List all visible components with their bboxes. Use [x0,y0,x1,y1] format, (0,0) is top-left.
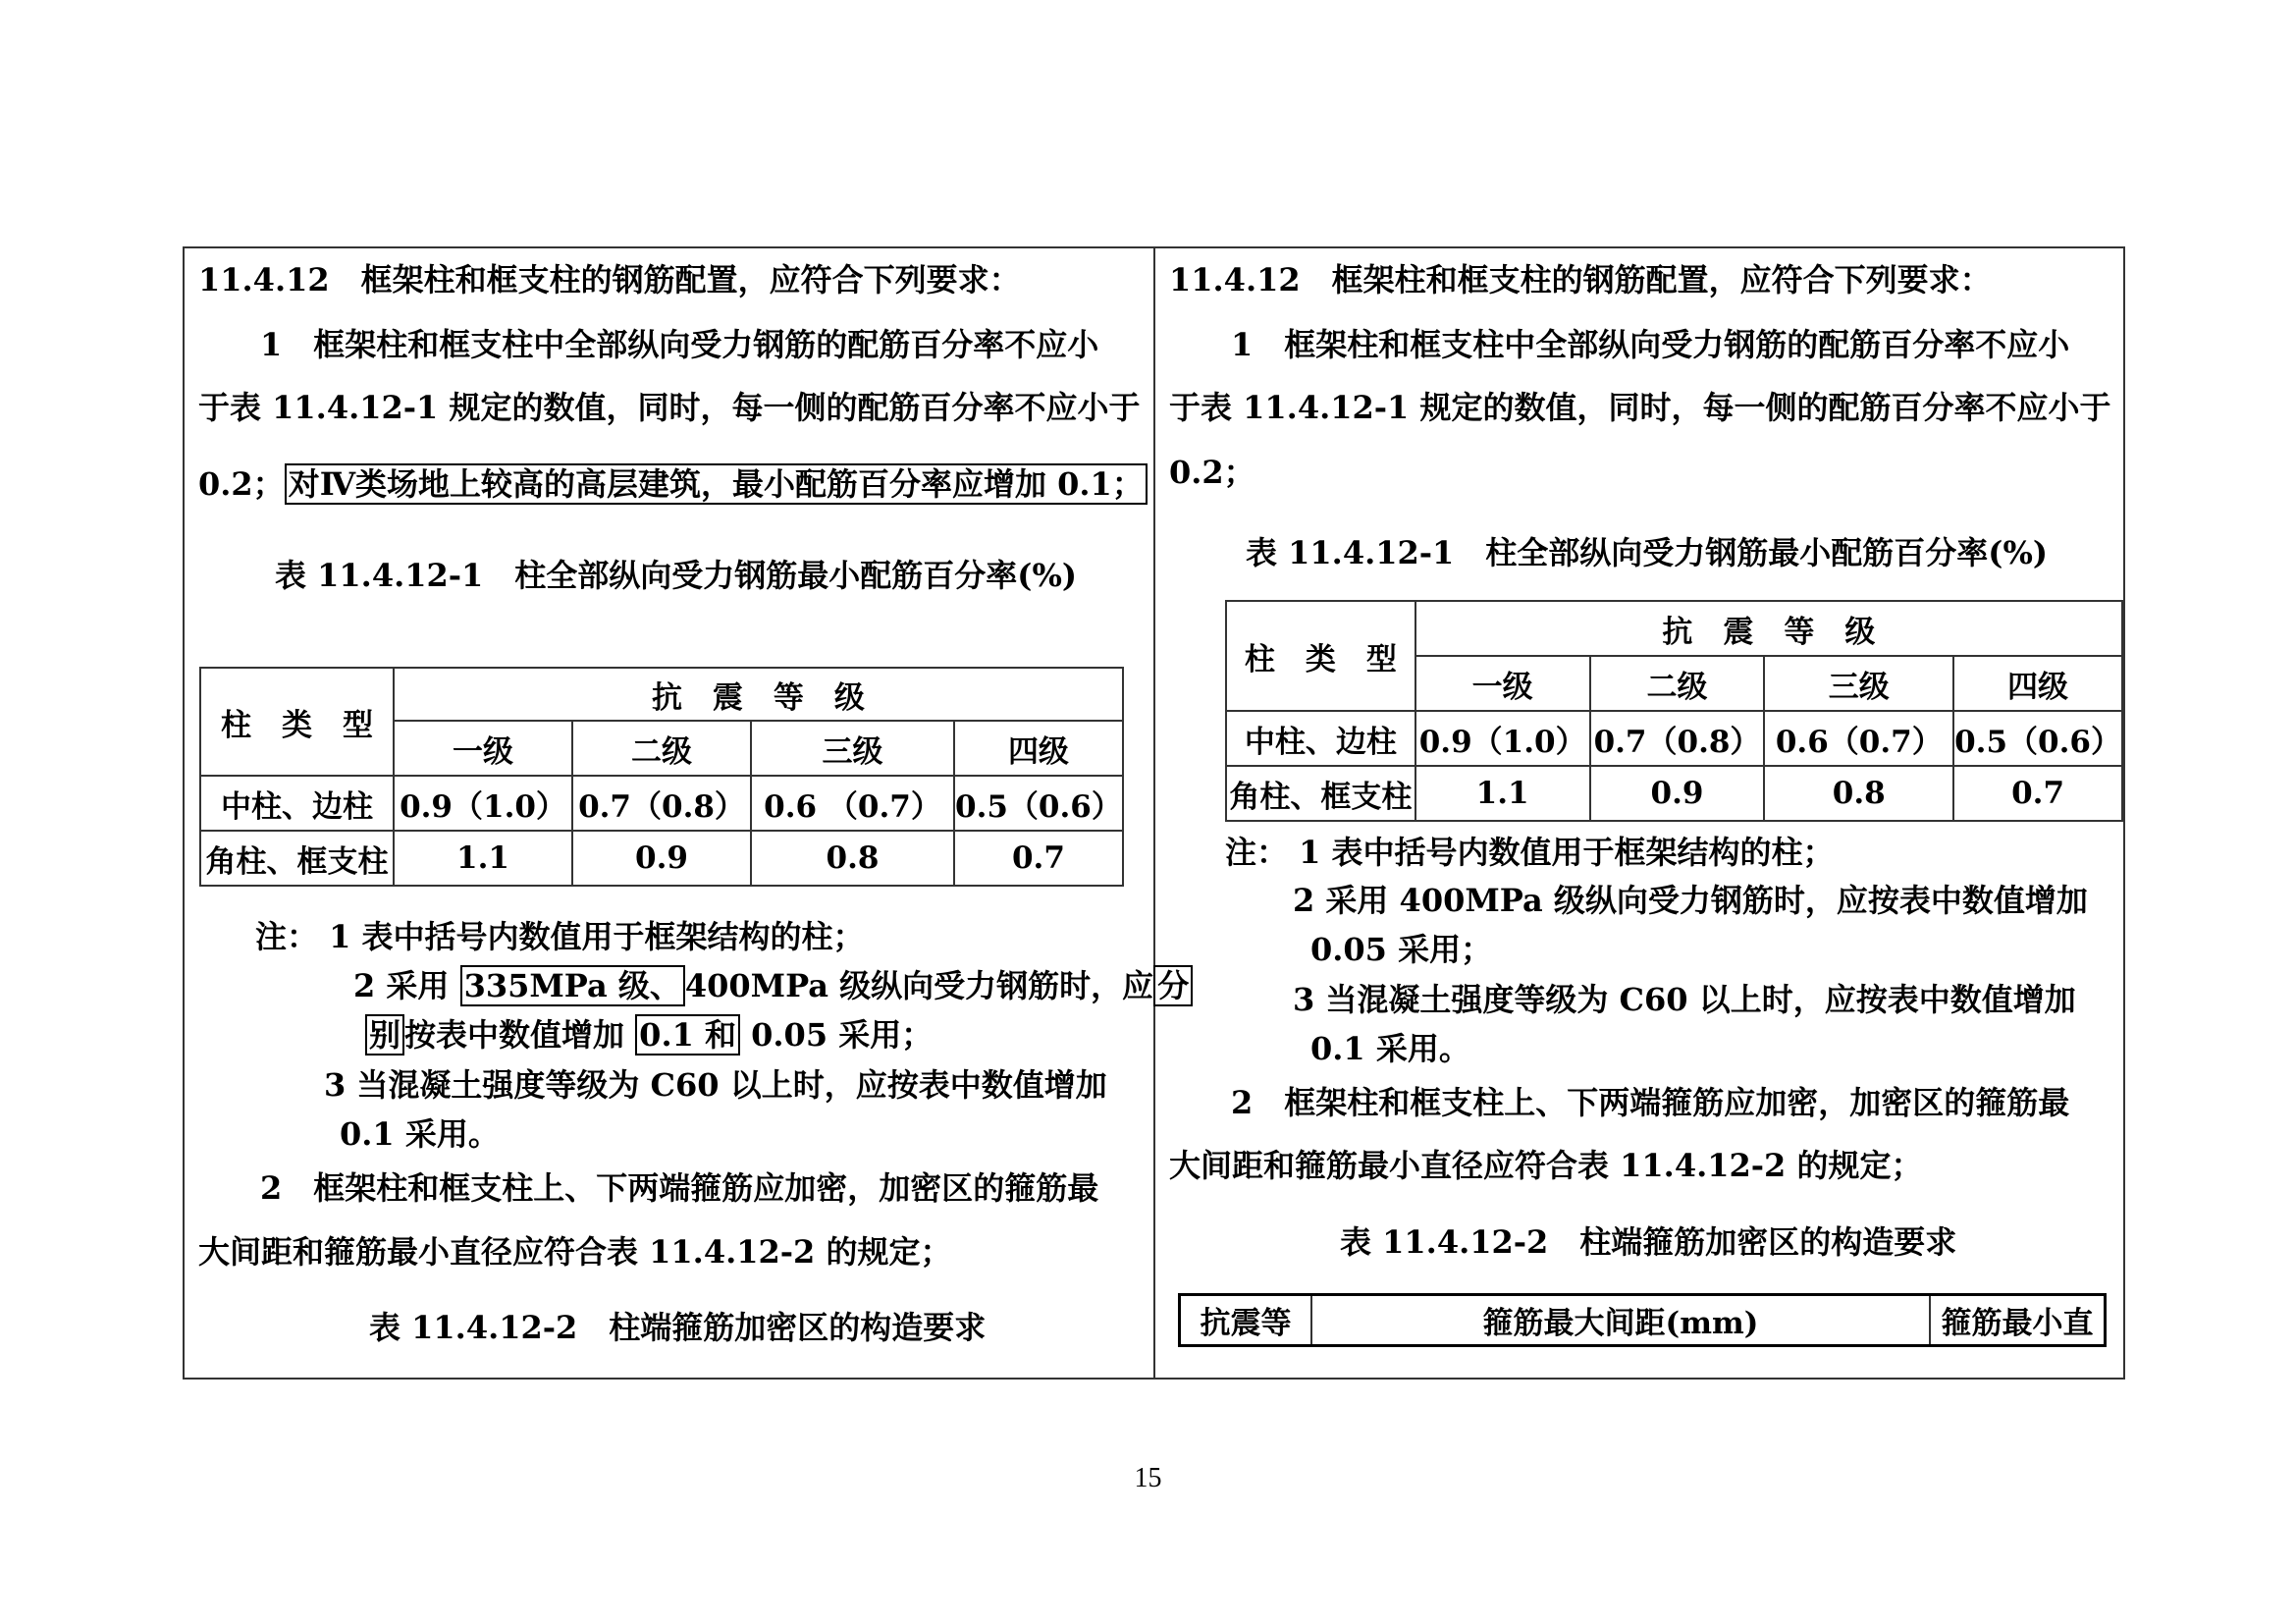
table2-header: 箍筋最小直 [1930,1295,2106,1346]
grade-4-header: 四级 [1953,656,2122,711]
added-text-box: 对Ⅳ类场地上较高的高层建筑，最小配筋百分率应增加 0.1； [285,463,1148,505]
grade-1-header: 一级 [394,721,572,776]
note-3-line1: 3 当混凝土强度等级为 C60 以上时，应按表中数值增加 [1293,981,2076,1018]
table2-header: 抗震等 [1180,1295,1312,1346]
table-row [1226,766,2122,821]
note-2-text: 0.05 采用； [740,1016,934,1054]
cell: 0.6（0.7） [1764,711,1953,766]
cell: 0.9 [1590,766,1765,821]
item2-line1: 2 框架柱和框支柱上、下两端箍筋应加密，加密区的箍筋最 [1231,1084,2070,1121]
note-2-line1 [353,966,1193,1005]
item1-line1: 1 框架柱和框支柱中全部纵向受力钢筋的配筋百分率不应小 [260,326,1099,363]
min-reinforcement-table [1225,600,2123,822]
note-1: 注： 1 表中括号内数值用于框架结构的柱； [1225,834,1835,871]
item1-line3 [198,464,1148,504]
cell: 0.8 [1764,766,1953,821]
note-1: 注： 1 表中括号内数值用于框架结构的柱； [255,918,865,955]
note-2-text: 2 采用 [353,967,460,1004]
item2-line2: 大间距和箍筋最小直径应符合表 11.4.12-2 的规定； [198,1233,952,1271]
cell: 0.7（0.8） [572,776,751,831]
grade-1-header: 一级 [1415,656,1590,711]
table-row [200,831,1123,886]
stirrup-table [1178,1293,2107,1347]
min-reinforcement-table [199,667,1124,887]
col-type-header: 柱 类 型 [1226,601,1415,711]
item1-line3-start: 0.2； [198,465,285,503]
cell: 0.5（0.6） [1953,711,2122,766]
item1-line3: 0.2； [1169,454,1255,491]
row-type: 中柱、边柱 [1226,711,1415,766]
note-3-line2: 0.1 采用。 [340,1115,500,1153]
grade-4-header: 四级 [954,721,1123,776]
row-type: 角柱、框支柱 [200,831,394,886]
grade-2-header: 二级 [572,721,751,776]
cell: 0.9 [572,831,751,886]
added-text-box: 别 [365,1014,404,1056]
note-2-text: 400MPa 级纵向受力钢筋时，应 [684,967,1154,1004]
note-3-line1: 3 当混凝土强度等级为 C60 以上时，应按表中数值增加 [324,1066,1107,1104]
row-type: 中柱、边柱 [200,776,394,831]
cell: 0.5（0.6） [954,776,1123,831]
table2-header: 箍筋最大间距(mm) [1311,1295,1930,1346]
cell: 1.1 [394,831,572,886]
table-row [1226,711,2122,766]
table2-caption: 表 11.4.12-2 柱端箍筋加密区的构造要求 [1340,1223,1957,1261]
seismic-grade-header: 抗 震 等 级 [394,668,1123,721]
section-heading: 11.4.12 框架柱和框支柱的钢筋配置，应符合下列要求： [1169,261,1992,298]
note-2-line2 [365,1015,933,1055]
left-column [185,246,1190,1380]
table1-caption: 表 11.4.12-1 柱全部纵向受力钢筋最小配筋百分率(%) [275,557,1077,594]
note-2-line1: 2 采用 400MPa 级纵向受力钢筋时，应按表中数值增加 [1293,882,2088,919]
grade-3-header: 三级 [1764,656,1953,711]
grade-3-header: 三级 [751,721,954,776]
cell: 0.8 [751,831,954,886]
note-2-line2: 0.05 采用； [1310,931,1493,968]
cell: 0.9（1.0） [394,776,572,831]
grade-2-header: 二级 [1590,656,1765,711]
col-type-header: 柱 类 型 [200,668,394,776]
right-column [1155,246,2123,1380]
added-text-box: 335MPa 级、 [460,965,685,1006]
cell: 0.7 [1953,766,2122,821]
cell: 0.7（0.8） [1590,711,1765,766]
item1-line2: 于表 11.4.12-1 规定的数值，同时，每一侧的配筋百分率不应小于 [1169,389,2111,426]
cell: 0.6 （0.7） [751,776,954,831]
table-row [200,776,1123,831]
added-text-box: 分 [1153,965,1193,1006]
item1-line2: 于表 11.4.12-1 规定的数值，同时，每一侧的配筋百分率不应小于 [198,389,1141,426]
seismic-grade-header: 抗 震 等 级 [1415,601,2122,656]
cell: 0.9（1.0） [1415,711,1590,766]
item2-line2: 大间距和箍筋最小直径应符合表 11.4.12-2 的规定； [1169,1147,1923,1184]
item2-line1: 2 框架柱和框支柱上、下两端箍筋应加密，加密区的箍筋最 [260,1169,1099,1207]
table2-caption: 表 11.4.12-2 柱端箍筋加密区的构造要求 [369,1309,987,1346]
note-2-text: 按表中数值增加 [404,1016,636,1054]
page-number: 15 [1134,1463,1162,1493]
cell: 0.7 [954,831,1123,886]
item1-line1: 1 框架柱和框支柱中全部纵向受力钢筋的配筋百分率不应小 [1231,326,2070,363]
cell: 1.1 [1415,766,1590,821]
note-3-line2: 0.1 采用。 [1310,1030,1470,1067]
row-type: 角柱、框支柱 [1226,766,1415,821]
table1-caption: 表 11.4.12-1 柱全部纵向受力钢筋最小配筋百分率(%) [1246,534,2048,571]
section-heading: 11.4.12 框架柱和框支柱的钢筋配置，应符合下列要求： [198,261,1021,298]
added-text-box: 0.1 和 [635,1014,740,1056]
